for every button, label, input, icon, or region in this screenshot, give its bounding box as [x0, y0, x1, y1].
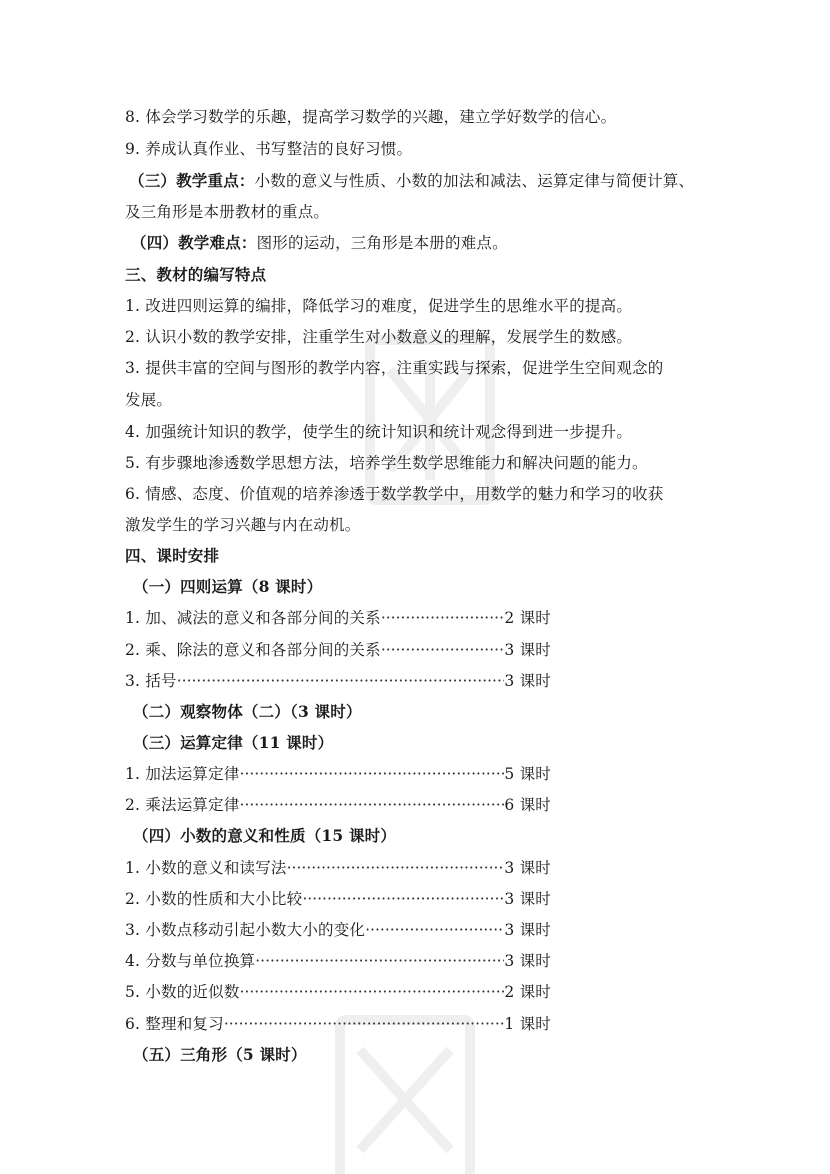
toc-hours: 1 课时: [504, 1015, 551, 1033]
goal-8: 8. 体会学习数学的乐趣，提高学习数学的兴趣，建立学好数学的信心。: [125, 108, 617, 126]
toc-title: 1. 小数的意义和读写法: [125, 859, 287, 877]
toc-leader-dots: [240, 759, 505, 789]
toc-hours: 2 课时: [504, 983, 551, 1001]
toc-hours: 3 课时: [504, 921, 551, 939]
key-point-label: （三）教学重点：: [129, 171, 255, 190]
feature-3: 3. 提供丰富的空间与图形的教学内容，注重实践与探索，促进学生空间观念的: [125, 359, 664, 377]
toc-leader-dots: [255, 946, 504, 976]
section-heading-schedule: 四、课时安排: [125, 546, 220, 565]
toc-leader-dots: [365, 915, 504, 945]
toc-hours: 3 课时: [504, 641, 551, 659]
difficulty-text: 图形的运动，三角形是本册的难点。: [256, 234, 508, 252]
toc-leader-dots: [240, 790, 505, 820]
feature-1: 1. 改进四则运算的编排，降低学习的难度，促进学生的思维水平的提高。: [125, 297, 633, 315]
feature-5: 5. 有步骤地渗透数学思想方法，培养学生数学思维能力和解决问题的能力。: [125, 454, 648, 472]
toc-row: [125, 1009, 551, 1039]
toc-leader-dots: [381, 603, 505, 633]
toc-row: [125, 635, 551, 665]
toc-title: 3. 小数点移动引起小数大小的变化: [125, 921, 366, 939]
toc-leader-dots: [302, 884, 504, 914]
toc-title: 5. 小数的近似数: [125, 983, 240, 1001]
toc-row: [125, 915, 551, 945]
feature-6: 6. 情感、态度、价值观的培养渗透于数学教学中，用数学的魅力和学习的收获: [125, 485, 664, 503]
toc-leader-dots: [224, 1009, 505, 1039]
difficulty-label: （四）教学难点：: [131, 233, 257, 252]
toc-hours: 5 课时: [504, 765, 551, 783]
toc-hours: 3 课时: [504, 859, 551, 877]
feature-6-continued: 激发学生的学习兴趣与内在动机。: [125, 516, 361, 534]
toc-title: 4. 分数与单位换算: [125, 952, 256, 970]
toc-hours: 2 课时: [504, 609, 551, 627]
toc-title: 2. 乘、除法的意义和各部分间的关系: [125, 641, 381, 659]
difficulty-section: [131, 228, 508, 258]
unit-heading-4: （四）小数的意义和性质（15 课时）: [133, 826, 397, 845]
key-point-continued: 及三角形是本册教材的重点。: [125, 203, 330, 221]
toc-hours: 6 课时: [504, 796, 551, 814]
section-heading-features: 三、教材的编写特点: [125, 265, 267, 284]
toc-leader-dots: [381, 635, 505, 665]
toc-title: 6. 整理和复习: [125, 1015, 224, 1033]
toc-hours: 3 课时: [504, 890, 551, 908]
toc-title: 1. 加法运算定律: [125, 765, 240, 783]
feature-2: 2. 认识小数的教学安排，注重学生对小数意义的理解，发展学生的数感。: [125, 328, 633, 346]
toc-leader-dots: [177, 666, 505, 696]
unit-heading-3: （三）运算定律（11 课时）: [133, 733, 334, 752]
toc-row: [125, 790, 551, 820]
toc-row: [125, 759, 551, 789]
toc-leader-dots: [287, 853, 505, 883]
toc-row: [125, 666, 551, 696]
toc-row: [125, 977, 551, 1007]
toc-row: [125, 603, 551, 633]
toc-hours: 3 课时: [504, 952, 551, 970]
feature-3-continued: 发展。: [125, 391, 173, 409]
toc-title: 1. 加、减法的意义和各部分间的关系: [125, 609, 381, 627]
toc-title: 2. 乘法运算定律: [125, 796, 240, 814]
toc-hours: 3 课时: [504, 672, 551, 690]
toc-row: [125, 853, 551, 883]
unit-heading-2: （二）观察物体（二）（3 课时）: [133, 702, 362, 721]
key-point-section: [129, 166, 694, 196]
unit-heading-1: （一）四则运算（8 课时）: [133, 577, 323, 596]
toc-leader-dots: [240, 977, 505, 1007]
key-point-text: 小数的意义与性质、小数的加法和减法、运算定律与简便计算、: [254, 172, 695, 190]
toc-row: [125, 884, 551, 914]
unit-heading-5: （五）三角形（5 课时）: [133, 1045, 307, 1064]
toc-title: 3. 括号: [125, 672, 177, 690]
toc-row: [125, 946, 551, 976]
toc-title: 2. 小数的性质和大小比较: [125, 890, 303, 908]
goal-9: 9. 养成认真作业、书写整洁的良好习惯。: [125, 140, 413, 158]
feature-4: 4. 加强统计知识的教学，使学生的统计知识和统计观念得到进一步提升。: [125, 423, 633, 441]
